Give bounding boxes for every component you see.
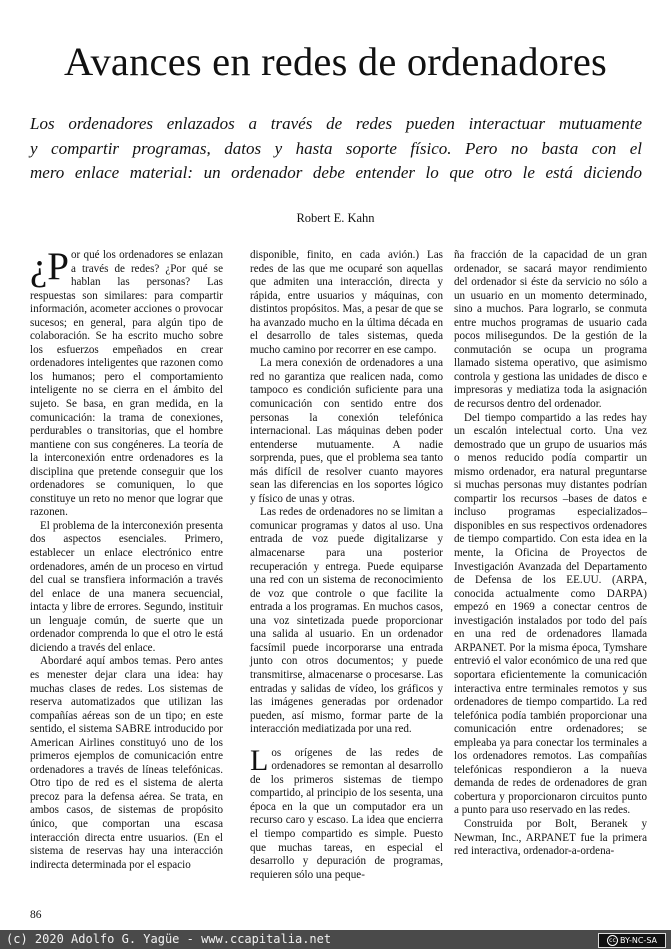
paragraph: ña fracción de la capacidad de un gran ordenador, se sacará mayor rendimiento del ordenador si éste da servicio no sólo a un usuario en un momento determinado, sino a muchos. Para lograrlo, se conmuta entre muchos programas de usuario cada pocos milisegundos. De la gestión de la conmutación se ocupa un programa llamado sistema operativo, que asimismo controla y gestiona las unidades de disco e impresoras y mediatiza toda la asignación de recursos dentro del ordenador. — [454, 249, 647, 411]
paragraph — [250, 743, 443, 882]
paragraph: Construida por Bolt, Beranek y Newman, Inc., ARPANET fue la primera red interactiva, ordenador-a-ordena- — [454, 817, 647, 858]
copyright-footer — [0, 930, 671, 949]
drop-cap: L — [250, 743, 269, 777]
subtitle-line: Los ordenadores enlazados a través de redes pueden interactuar mutuamente — [30, 114, 642, 133]
article-subtitle — [30, 112, 642, 186]
section-break — [250, 737, 443, 747]
text-column-2 — [250, 249, 443, 882]
paragraph-text: or qué los ordenadores se enlazan a través de redes? ¿Por qué se hablan las personas? Las respuestas son similares: para compartir información, acometer acciones o provocar sucesos; en general, para algún tipo de colaboración. Se ha escrito mucho sobre los esfuerzos empeñados en crear ordenadores inteligentes que razonen como los humanos; pero el comportamiento inteligente no se cierra en el ámbito del sujeto. Se basa, en gran medida, en la comunicación: la trama de conexiones, perdurables o transitorias, que el hombre mantiene con sus congéneres. La teoría de la interconexión entre ordenadores es la disciplina que pretende conseguir que los ordenadores se comuniquen, lo que constituye un reto no menor que lograr que razonen. — [30, 249, 223, 519]
paragraph: El problema de la interconexión presenta dos aspectos esenciales. Primero, establecer un enlace electrónico entre ordenadores, amén de un proceso en virtud del cual se transfiera información a través del enlace de una manera secuencial, intacta y libre de errores. Segundo, instituir un lenguaje común, de suerte que un ordenador comprenda lo que el otro le está diciendo a través del enlace. — [30, 519, 223, 654]
text-column-1 — [30, 245, 223, 872]
paragraph: Las redes de ordenadores no se limitan a comunicar programas y datos al uso. Una entrada de voz puede digitalizarse y almacenarse para una posterior recuperación y entrega. Puede equiparse una red con un sistema de reconocimiento de voz que controle o que facilite la entrada a los programas. En muchos casos, una voz sintetizada puede proporcionar una salida al usuario. En un ordenador facsímil puede incorporarse una entrada junto con otros documentos; y puede transmitirse, almacenarse o procesarse. Las entradas y salidas de vídeo, los gráficos y las imágenes generadas por ordenador pueden, así mismo, formar parte de la interacción mediatizada por una red. — [250, 506, 443, 736]
copyright-text: (c) 2020 Adolfo G. Yagüe - www.ccapitalia.net — [6, 932, 332, 946]
paragraph-text: os orígenes de las redes de ordenadores se remontan al desarrollo de los primeros sistemas de tiempo compartido, al principio de los sesenta, una época en la que un computador era un recurso caro y escaso. La idea que encierra el tiempo compartido es simple. Puesto que muchas tareas, en especial el desarrollo y depuración de programas, requieren sólo una peque- — [250, 746, 443, 881]
paragraph: La mera conexión de ordenadores a una red no garantiza que realicen nada, como tampoco es condición suficiente para una comunicación con sentido entre dos personas la conexión telefónica internacional. Las máquinas deben poder entenderse mutuamente. A nadie sorprenda, pues, que el problema sea tanto más difícil de resolver cuanto mayores sean las diferencias en los soportes lógico y físico de unas y otras. — [250, 357, 443, 505]
paragraph — [30, 245, 223, 520]
subtitle-line: y compartir programas, datos y hasta soporte físico. Pero no basta con el — [30, 138, 642, 158]
page-number: 86 — [30, 909, 42, 921]
author-byline: Robert E. Kahn — [296, 211, 375, 225]
article-title: Avances en redes de ordenadores — [64, 39, 607, 84]
paragraph: Abordaré aquí ambos temas. Pero antes es menester dejar clara una idea: hay muchas clases de redes. Los sistemas de reserva automatizados que utilizan las compañías aéreas son de un tipo; en este sentido, el sistema SABRE introducido por American Airlines constituyó uno de los primeros ejemplos de comunicación entre ordenadores a través de líneas telefónicas. Otro tipo de red es el sistema de alerta precoz para la defensa aérea. Se trata, en ambos casos, de sistemas de propósito único, que comportan una escasa interacción directa entre usuarios. (En el sistema de reservas hay una interacción indirecta determinada por el espacio — [30, 655, 223, 871]
paragraph: disponible, finito, en cada avión.) Las redes de las que me ocuparé son aquellas que admiten una interacción, directa y rápida, entre usuarios y máquinas, con distintos propósitos. Mas, a pesar de que se ha avanzado mucho en la última década en el desarrollo de tales sistemas, queda mucho camino por recorrer en ese campo. — [250, 249, 443, 356]
subtitle-line: mero enlace material: un ordenador debe entender lo que otro le está diciendo — [30, 163, 642, 182]
cc-icon: cc — [607, 935, 618, 946]
drop-cap: ¿P — [30, 245, 69, 288]
paragraph: Del tiempo compartido a las redes hay un escalón intelectual corto. Una vez demostrado que un grupo de usuarios más o menos reducido podía compartir un mismo ordenador, era natural preguntarse si muchas personas muy distantes podrían compartir los recursos –bases de datos e incluso programas especializados– disponibles en sus respectivos ordenadores de tiempo compartido. Con esta idea en la mente, la Oficina de Proyectos de Investigación Avanzada del Departamento de Defensa de los EE.UU. (ARPA, conocida actualmente como DARPA) empezó en 1969 a conectar centros de investigación instalados por todo del país en una red de ordenadores llamada ARPANET. Por la misma época, Tymshare entrevió el valor económico de una red que soportara eficientemente la comunicación interactiva entre terminales remotos y sus ordenadores de tiempo compartido. La red telefónica podía también proporcionar una comunicación entre ordenadores; se empleaba ya para conectar los terminales a los ordenadores remotos. Las compañías telefónicas respondieron a la nueva demanda de redes de ordenadores de gran cobertura y proporcionaron circuitos punto a punto para uso reservado en las redes. — [454, 411, 647, 817]
license-badge[interactable] — [598, 933, 666, 948]
license-text: BY-NC-SA — [619, 936, 658, 945]
text-column-3 — [454, 249, 647, 859]
